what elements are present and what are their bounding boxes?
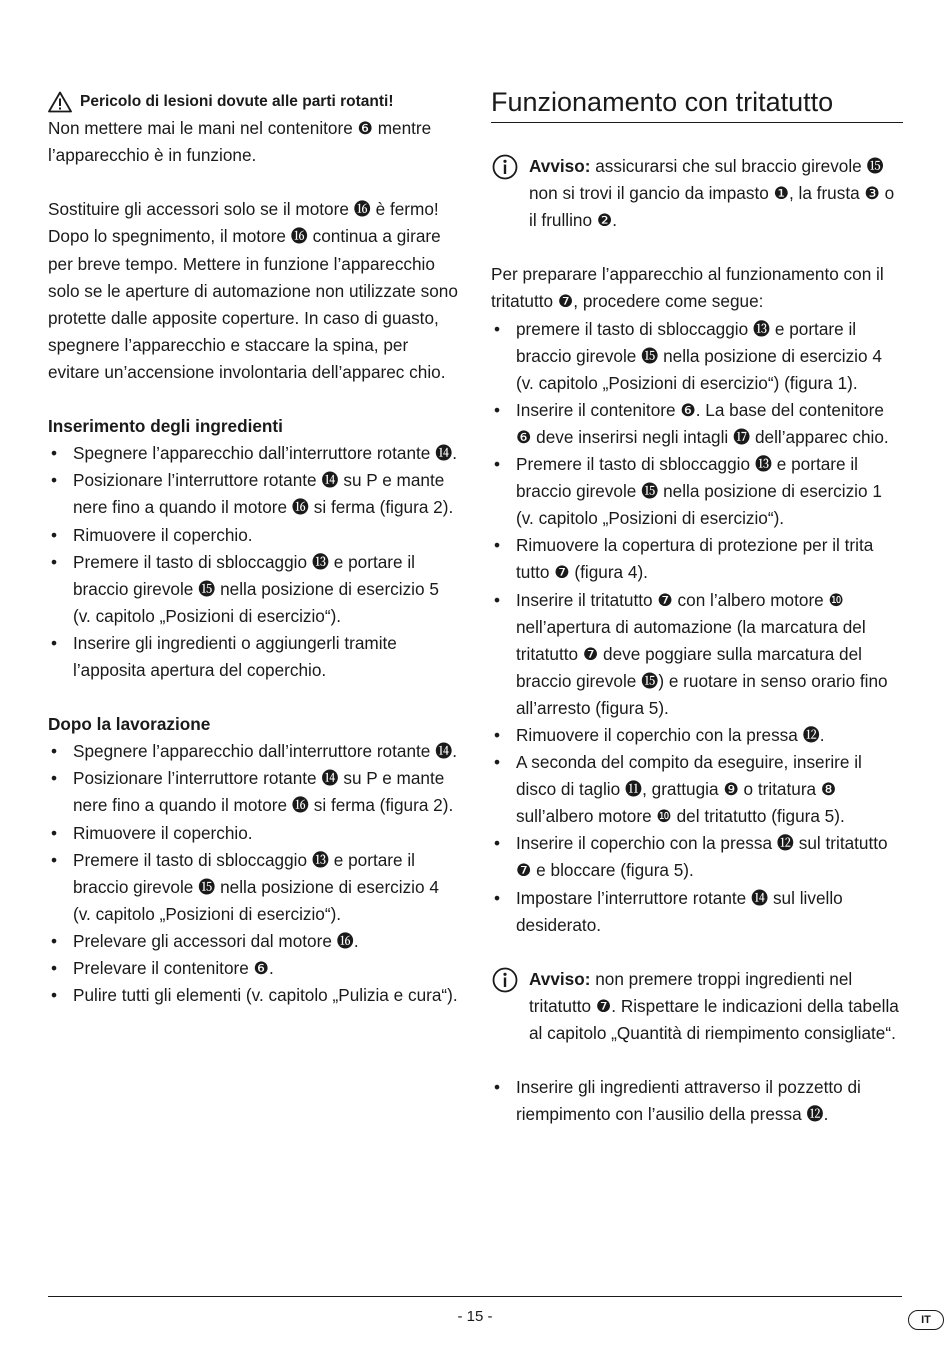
list-item: • Rimuovere il coperchio. (48, 820, 458, 847)
ingredients-steps-list (48, 440, 458, 684)
info-icon (492, 154, 518, 180)
intro-paragraph: Per preparare l’apparecchio al funzionamento con il tritatutto ❼, procedere come segue: (491, 264, 884, 312)
list-item: • Rimuovere il coperchio. (48, 522, 458, 549)
warning-triangle-icon (48, 91, 72, 113)
list-item: • Spegnere l’apparecchio dall’interruttore rotante ⓮. (48, 440, 458, 467)
list-item: • Premere il tasto di sbloccaggio ⓭ e portare il braccio girevole ⓯ nella posizione di esercizio 4 (v. capitolo „Posizioni di esercizio“). (48, 847, 458, 928)
page-number: - 15 - (457, 1308, 493, 1325)
safety-paragraph: Sostituire gli accessori solo se il motore ⓰ è fermo! Dopo lo spegnimento, il motore ⓰ continua a girare per breve tempo. Mettere in funzione l’apparecchio solo se le aperture di automazione non utilizzate sono protette dalle apposite coperture. In caso di guasto, spegnere l’apparecchio e staccare la spina, per evitare un’accensione involontaria dell’apparec chio. (48, 199, 458, 382)
section-heading-after-processing: Dopo la lavorazione (48, 714, 211, 735)
warning-heading (48, 88, 458, 115)
list-item: • Impostare l’interruttore rotante ⓮ sul livello desiderato. (491, 885, 903, 939)
list-item: • Prelevare gli accessori dal motore ⓰. (48, 928, 458, 955)
list-item: • Rimuovere il coperchio con la pressa ⓬. (491, 722, 903, 749)
list-item: • Posizionare l’interruttore rotante ⓮ su P e mante nere fino a quando il motore ⓰ si ferma (figura 2). (48, 765, 458, 819)
list-item: • Spegnere l’apparecchio dall’interruttore rotante ⓮. (48, 738, 458, 765)
list-item: • Pulire tutti gli elementi (v. capitolo „Pulizia e cura“). (48, 982, 458, 1009)
warning-title: Pericolo di lesioni dovute alle parti rotanti! (80, 93, 394, 110)
notice-text: non premere troppi ingredienti nel tritatutto ❼. Rispettare le indicazioni della tabella al capitolo „Quantità di riempimento consigliate“. (529, 968, 899, 1043)
list-item: • premere il tasto di sbloccaggio ⓭ e portare il braccio girevole ⓯ nella posizione di esercizio 4 (v. capitolo „Posizioni di esercizio“) (figura 1). (491, 316, 903, 397)
list-item: • Inserire il coperchio con la pressa ⓬ sul tritatutto ❼ e bloccare (figura 5). (491, 830, 903, 884)
right-column (491, 88, 903, 1128)
section-heading-ingredients: Inserimento degli ingredienti (48, 416, 283, 437)
notice-box (491, 153, 903, 234)
notice-text: assicurarsi che sul braccio girevole ⓯ non si trovi il gancio da impasto ❶, la frusta ❸ o il frullino ❷. (529, 156, 895, 231)
list-item: • Prelevare il contenitore ❻. (48, 955, 458, 982)
info-icon (492, 967, 518, 993)
list-item: • Inserire il tritatutto ❼ con l’albero motore ❿ nell’apertura di automazione (la marcatura del tritatutto ❼ deve poggiare sulla marcatura del braccio girevole ⓯) e ruotare in senso orario fino all’arresto (figura 5). (491, 587, 903, 722)
list-item: • Inserire gli ingredienti o aggiungerli tramite l’apposita apertura del coperchio. (48, 630, 458, 684)
notice-label: Avviso: (529, 968, 591, 989)
list-item: • Rimuovere la copertura di protezione per il trita tutto ❼ (figura 4). (491, 532, 903, 586)
list-item: • Premere il tasto di sbloccaggio ⓭ e portare il braccio girevole ⓯ nella posizione di esercizio 1 (v. capitolo „Posizioni di esercizio“). (491, 451, 903, 532)
list-item: • A seconda del compito da eseguire, inserire il disco di taglio ⓫, grattugia ❾ o tritatura ❽ sull’albero motore ❿ del tritatutto (figura 5). (491, 749, 903, 830)
language-badge: IT (908, 1310, 944, 1330)
list-item: • Premere il tasto di sbloccaggio ⓭ e portare il braccio girevole ⓯ nella posizione di esercizio 5 (v. capitolo „Posizioni di esercizio“). (48, 549, 458, 630)
warning-text: Non mettere mai le mani nel contenitore ❻ mentre l’apparecchio è in funzione. (48, 118, 432, 166)
final-steps-list (491, 1074, 903, 1128)
list-item: • Inserire gli ingredienti attraverso il pozzetto di riempimento con l’ausilio della pressa ⓬. (491, 1074, 903, 1128)
list-item-note: (v. capitolo „Posizioni di esercizio“) (figura 1). (516, 372, 858, 393)
notice-box (491, 966, 903, 1047)
notice-label: Avviso: (529, 156, 591, 176)
after-processing-steps-list (48, 738, 458, 1009)
chopper-steps-list (491, 316, 903, 939)
section-title: Funzionamento con tritatutto (491, 88, 903, 123)
footer-divider (48, 1296, 902, 1297)
left-column (48, 88, 458, 1009)
list-item: • Posizionare l’interruttore rotante ⓮ su P e mante nere fino a quando il motore ⓰ si ferma (figura 2). (48, 467, 458, 521)
list-item: • Inserire il contenitore ❻. La base del contenitore ❻ deve inserirsi negli intagli ⓱ dell’apparec chio. (491, 397, 903, 451)
